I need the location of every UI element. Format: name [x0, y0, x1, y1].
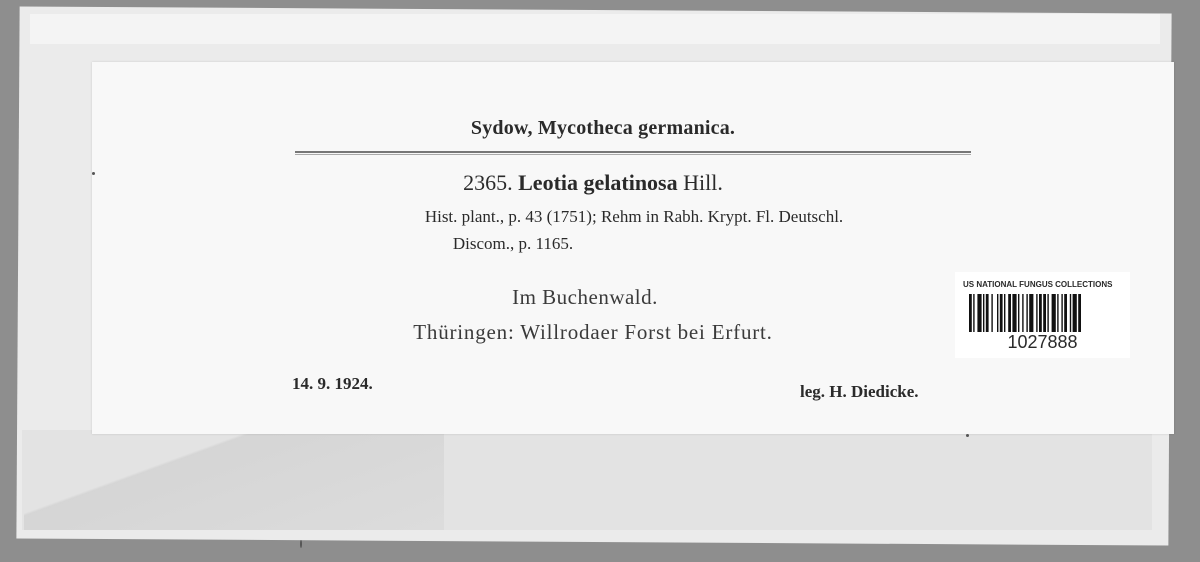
title-rule-secondary	[295, 154, 971, 155]
dust-speck	[300, 540, 302, 548]
reference-line-1: Hist. plant., p. 43 (1751); Rehm in Rabh. Krypt. Fl. Deutschl.	[424, 207, 844, 226]
collector: leg. H. Diedicke.	[800, 382, 919, 401]
specimen-label	[92, 62, 1174, 434]
reference-line-2: Discom., p. 1165.	[452, 234, 574, 253]
dust-speck	[966, 434, 969, 437]
specimen-number: 2365.	[463, 170, 513, 195]
species-author: Hill.	[683, 170, 723, 195]
barcode-institution: US NATIONAL FUNGUS COLLECTIONS	[963, 280, 1113, 289]
collection-date: 14. 9. 1924.	[292, 374, 373, 393]
barcode-label	[955, 272, 1130, 358]
habitat: Im Buchenwald.	[512, 285, 658, 309]
title-rule	[295, 151, 971, 153]
barcode-bars	[969, 294, 1117, 332]
label-title: Sydow, Mycotheca germanica.	[470, 117, 736, 139]
dust-speck	[92, 172, 95, 175]
species-line	[52, 170, 1134, 196]
sheet-top-strip	[30, 14, 1160, 44]
species-name: Leotia gelatinosa	[518, 170, 678, 195]
locality: Thüringen: Willrodaer Forst bei Erfurt.	[413, 320, 773, 344]
barcode-number: 1027888	[1007, 332, 1078, 352]
